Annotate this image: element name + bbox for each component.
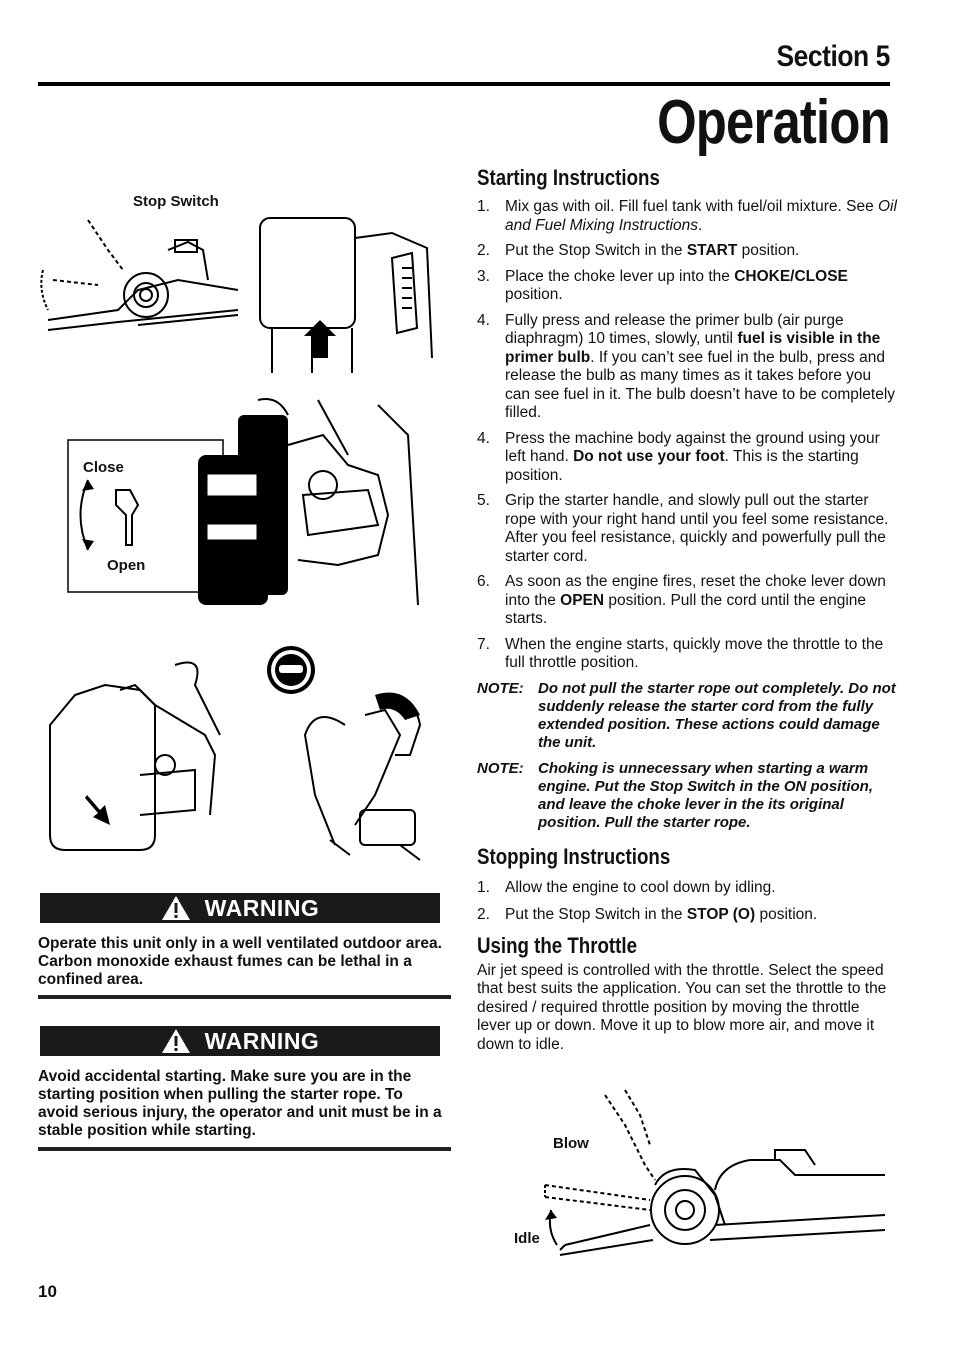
throttle-text: Air jet speed is controlled with the throttle. Select the speed that best suits the application. You can set the throttle to the desired / required throttle position by moving the throttle lever up or down. Move it up to blow more air, and move it down to idle. xyxy=(477,961,887,1053)
right-column xyxy=(477,165,897,1054)
warning-banner-2 xyxy=(40,1026,440,1056)
list-item: 6. As soon as the engine fires, reset the choke lever down into the OPEN position. Pull the cord until the engine starts. xyxy=(477,573,886,627)
throttle-idle-label: Idle xyxy=(514,1230,540,1247)
throttle-blow-label: Blow xyxy=(553,1135,589,1152)
note-2: NOTE: Choking is unnecessary when starting a warm engine. Put the Stop Switch in the ON position, and leave the choke lever in the its original position. Pull the starter rope. xyxy=(477,759,873,831)
warning-triangle-icon xyxy=(161,1028,191,1054)
warning-rule-2 xyxy=(38,1147,451,1151)
starting-steps xyxy=(477,198,897,673)
stopping-heading: Stopping Instructions xyxy=(477,843,671,869)
starting-heading: Starting Instructions xyxy=(477,165,660,190)
choke-close-label: Close xyxy=(83,459,124,476)
choke-open-label: Open xyxy=(107,557,146,574)
page-number: 10 xyxy=(38,1282,57,1301)
list-item: 1. Mix gas with oil. Fill fuel tank with fuel/oil mixture. See Oil and Fuel Mixing Instructions. xyxy=(477,198,897,234)
warning-title-1: WARNING xyxy=(204,894,320,921)
starting-position-illustration xyxy=(45,645,455,870)
warning-triangle-icon xyxy=(161,895,191,921)
list-item: 1. Allow the engine to cool down by idling. xyxy=(477,878,776,896)
warning-banner-1 xyxy=(40,893,440,923)
list-item: 2. Put the Stop Switch in the START position. xyxy=(477,242,800,259)
warning-title-2: WARNING xyxy=(204,1027,320,1054)
list-item: 4. Fully press and release the primer bulb (air purge diaphragm) 10 times, slowly, until fuel is visible in the primer bulb. If you can’t see fuel in the bulb, press and release the bulb as many times as it takes before you can see fuel in it. The bulb doesn’t have to be completely filled. xyxy=(477,311,896,421)
primer-bulb-illustration xyxy=(252,208,437,378)
list-item: 2. Put the Stop Switch in the STOP (O) position. xyxy=(477,906,818,923)
note-1: NOTE: Do not pull the starter rope out completely. Do not suddenly release the starter cord from the fully extended position. These actions could damage the unit. xyxy=(477,679,896,751)
warning-rule-1 xyxy=(38,995,451,999)
throttle-heading: Using the Throttle xyxy=(477,932,637,958)
stopping-steps xyxy=(477,879,897,925)
stop-switch-label: Stop Switch xyxy=(133,193,219,210)
choke-lever-illustration xyxy=(48,395,428,610)
warning-text-2: Avoid accidental starting. Make sure you are in the starting position when pulling the starter rope. To avoid serious injury, the operator and unit must be in a stable position while starting. xyxy=(38,1068,442,1139)
warning-text-1: Operate this unit only in a well ventilated outdoor area. Carbon monoxide exhaust fumes can be lethal in a confined area. xyxy=(38,935,442,988)
stop-switch-illustration xyxy=(38,210,238,370)
section-label: Section 5 xyxy=(776,40,890,73)
list-item: 3. Place the choke lever up into the CHOKE/CLOSE position. xyxy=(477,267,848,303)
list-item: 7. When the engine starts, quickly move the throttle to the full throttle position. xyxy=(477,635,884,671)
list-item: 5. Grip the starter handle, and slowly pull out the starter rope with your right hand until you feel some resistance. After you feel resistance, quickly and powerfully pull the starter cord. xyxy=(477,492,889,565)
list-item: 4. Press the machine body against the ground using your left hand. Do not use your foot. This is the starting position. xyxy=(477,429,880,484)
page-title: Operation xyxy=(657,88,890,157)
throttle-illustration xyxy=(535,1085,885,1270)
